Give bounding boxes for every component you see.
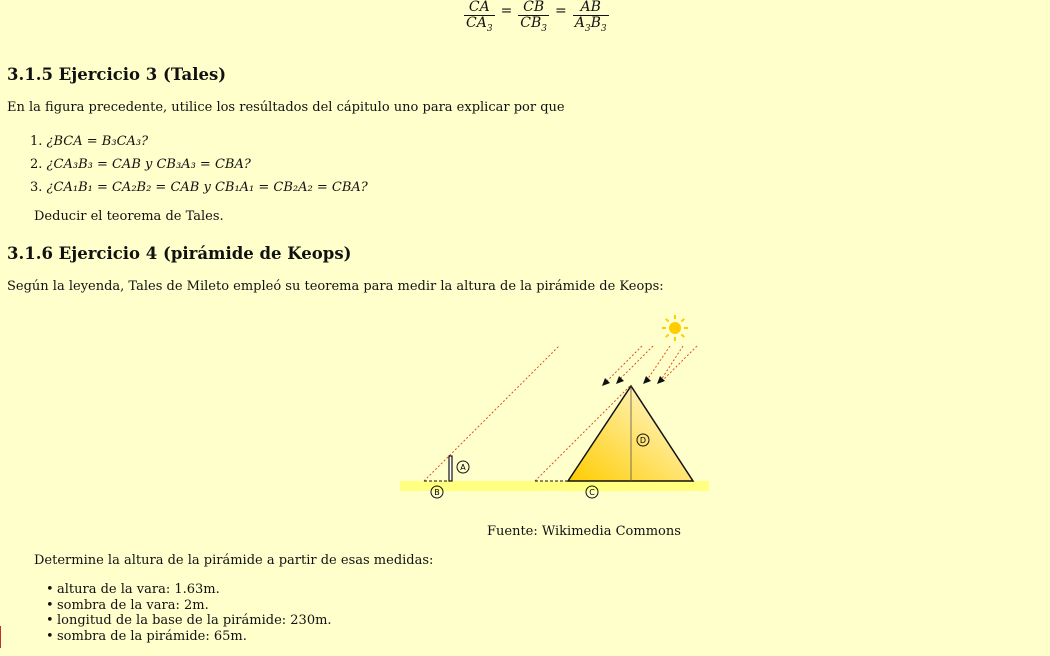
sun-rays [604, 346, 697, 384]
legend-intro: Según la leyenda, Tales de Mileto empleó su teorema para medir la altura de la pirámide de Keops: [7, 279, 664, 294]
measures-list [46, 582, 332, 644]
label-a [457, 461, 469, 473]
keops-pyramid-figure [395, 310, 715, 500]
svg-text:A: A [460, 463, 466, 472]
list-item: • longitud de la base de la pirámide: 230m. [46, 613, 332, 628]
question-list [30, 132, 368, 201]
list-item: 2. ¿CA₃B₃ = CAB y CB₃A₃ = CBA? [30, 157, 251, 172]
svg-text:D: D [639, 436, 647, 445]
thales-ratio-formula [462, 0, 611, 37]
label-b [431, 486, 443, 498]
deduce-theorem-text: Deducir el teorema de Tales. [34, 209, 224, 224]
question-text: Determine la altura de la pirámide a partir de esas medidas: [34, 553, 434, 568]
margin-marker [0, 626, 1, 648]
list-item: • sombra de la vara: 2m. [46, 597, 209, 613]
section-heading-tales: 3.1.5 Ejercicio 3 (Tales) [7, 65, 227, 84]
list-item: • sombra de la pirámide: 65m. [46, 628, 247, 644]
svg-text:B: B [434, 488, 440, 497]
ground-strip [400, 481, 709, 491]
label-c [586, 486, 598, 498]
list-item: 1. ¿BCA = B₃CA₃? [30, 134, 149, 149]
equals-sign: = [555, 3, 567, 20]
figure-caption: Fuente: Wikimedia Commons [487, 524, 681, 539]
list-item: 3. ¿CA₁B₁ = CA₂B₂ = CAB y CB₁A₁ = CB₂A₂ = CBA? [30, 180, 368, 195]
measuring-stick [449, 456, 452, 481]
pyramid-shape [568, 386, 693, 481]
list-item: • altura de la vara: 1.63m. [46, 582, 220, 597]
stick-shadow-ray [424, 346, 559, 481]
exercise-intro: En la figura precedente, utilice los resúltados del cápitulo uno para explicar por que [7, 100, 565, 115]
sun-icon [662, 315, 688, 341]
fraction-ab: $\frac{AB}{A_3B_3}$ [573, 0, 609, 37]
arrow-icon [602, 376, 665, 386]
section-heading-keops: 3.1.6 Ejercicio 4 (pirámide de Keops) [7, 244, 352, 263]
svg-text:C: C [589, 488, 595, 497]
fraction-ca: $\frac{CA}{CA_3}$ [464, 0, 495, 37]
equals-sign: = [500, 3, 513, 20]
fraction-cb: $\frac{CB}{CB_3}$ [518, 0, 549, 37]
